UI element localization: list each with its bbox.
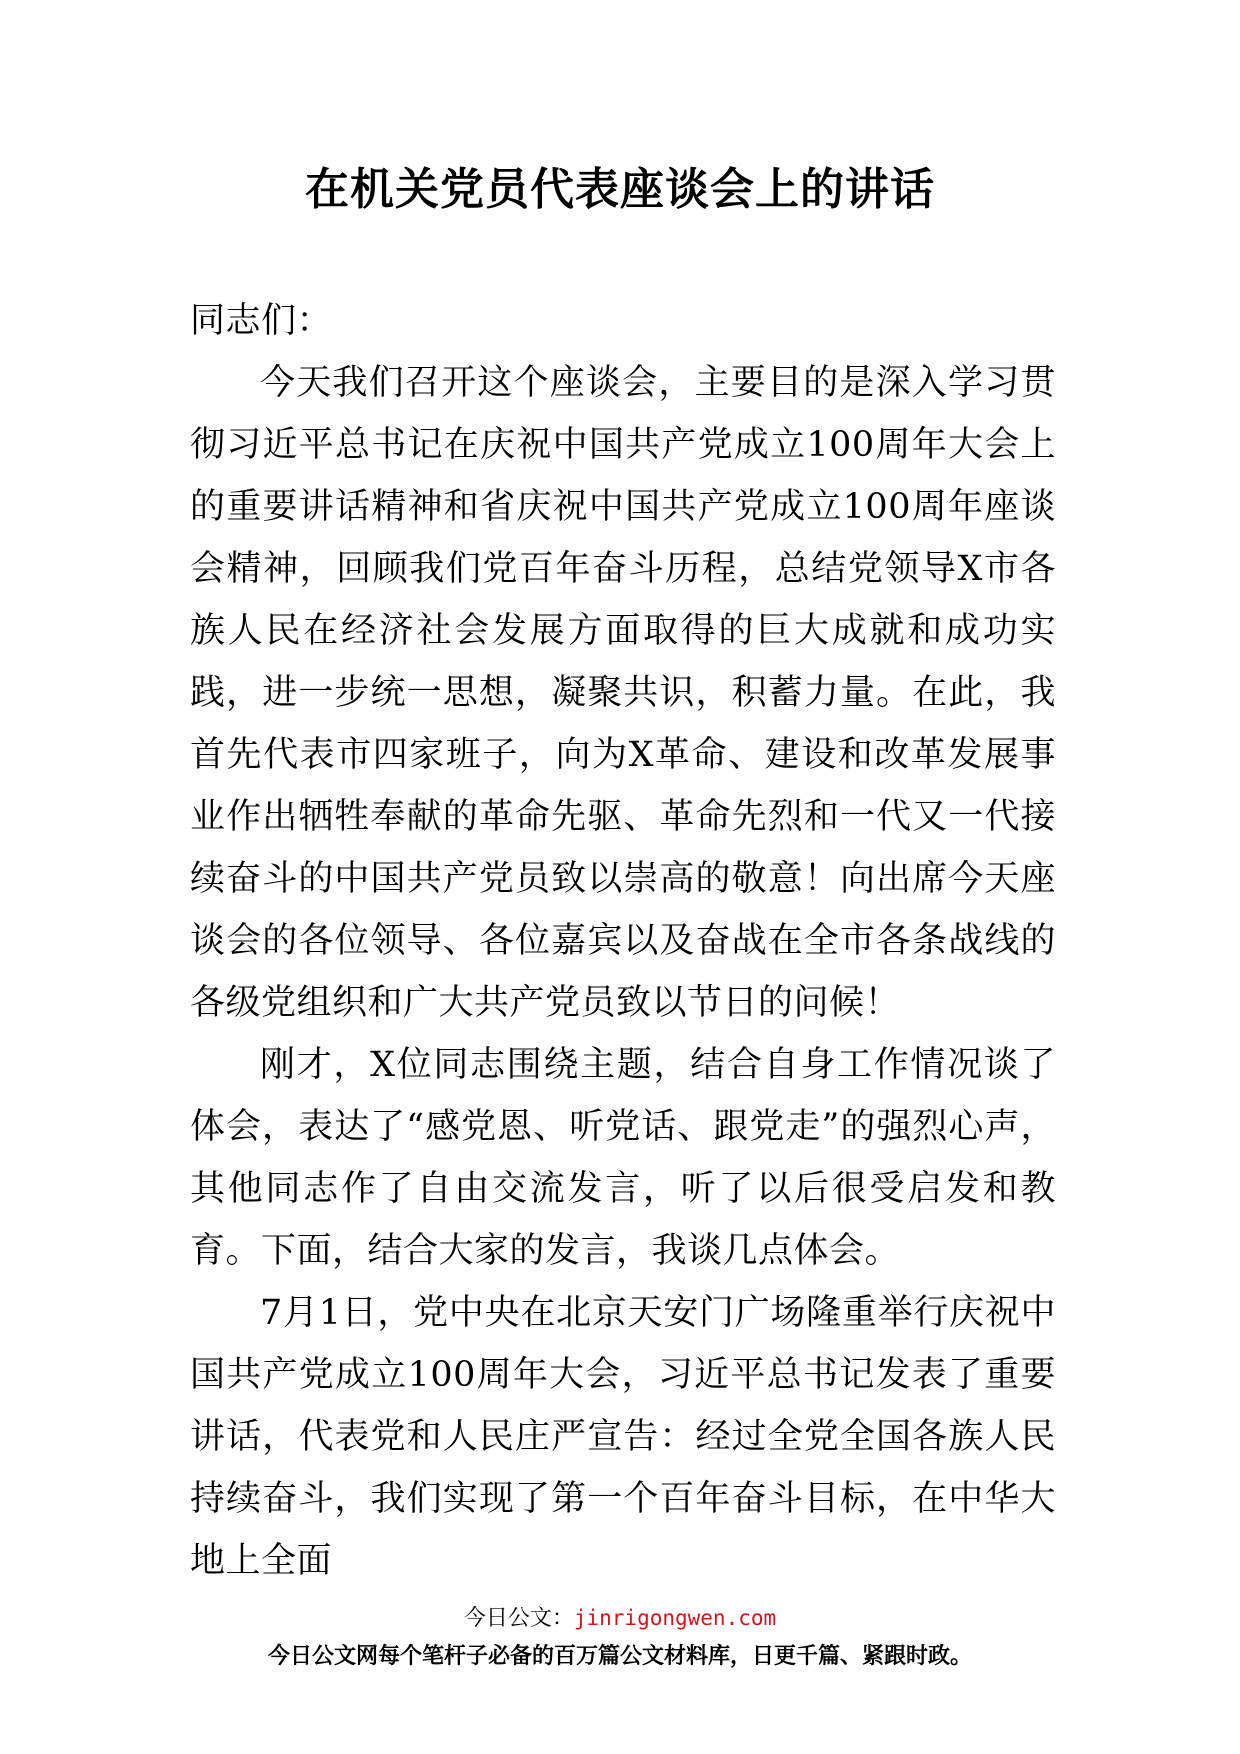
paragraph-1: 今天我们召开这个座谈会，主要目的是深入学习贯彻习近平总书记在庆祝中国共产党成立100周年大会上的重要讲话精神和省庆祝中国共产党成立100周年座谈会精神，回顾我们党百年奋斗历程，总结党领导X市各族人民在经济社会发展方面取得的巨大成就和成功实践，进一步统一思想，凝聚共识，积蓄力量。在此，我首先代表市四家班子，向为X革命、建设和改革发展事业作出牺牲奉献的革命先驱、革命先烈和一代又一代接续奋斗的中国共产党员致以崇高的敬意！向出席今天座谈会的各位领导、各位嘉宾以及奋战在全市各条战线的各级党组织和广大共产党员致以节日的问候！ xyxy=(190,363,1056,1023)
page-footer xyxy=(0,1600,1240,1675)
footer-url-link[interactable]: jinrigongwen.com xyxy=(573,1606,777,1630)
footer-slogan: 今日公文网每个笔杆子必备的百万篇公文材料库，日更千篇、紧跟时政。 xyxy=(267,1644,972,1669)
paragraph-3: 7月1日，党中央在北京天安门广场隆重举行庆祝中国共产党成立100周年大会，习近平总书记发表了重要讲话，代表党和人民庄严宣告：经过全党全国各族人民持续奋斗，我们实现了第一个百年奋斗目标，在中华大地上全面 xyxy=(190,1293,1056,1581)
footer-label: 今日公文： xyxy=(463,1606,574,1631)
paragraph-2: 刚才，X位同志围绕主题，结合自身工作情况谈了体会，表达了“感党恩、听党话、跟党走”的强烈心声，其他同志作了自由交流发言，听了以后很受启发和教育。下面，结合大家的发言，我谈几点体会。 xyxy=(190,1045,1056,1271)
salutation: 同志们： xyxy=(190,301,333,341)
page-title: 在机关党员代表座谈会上的讲话 xyxy=(305,164,935,215)
document-body xyxy=(190,290,1056,1592)
footer-source-line xyxy=(0,1600,1240,1637)
